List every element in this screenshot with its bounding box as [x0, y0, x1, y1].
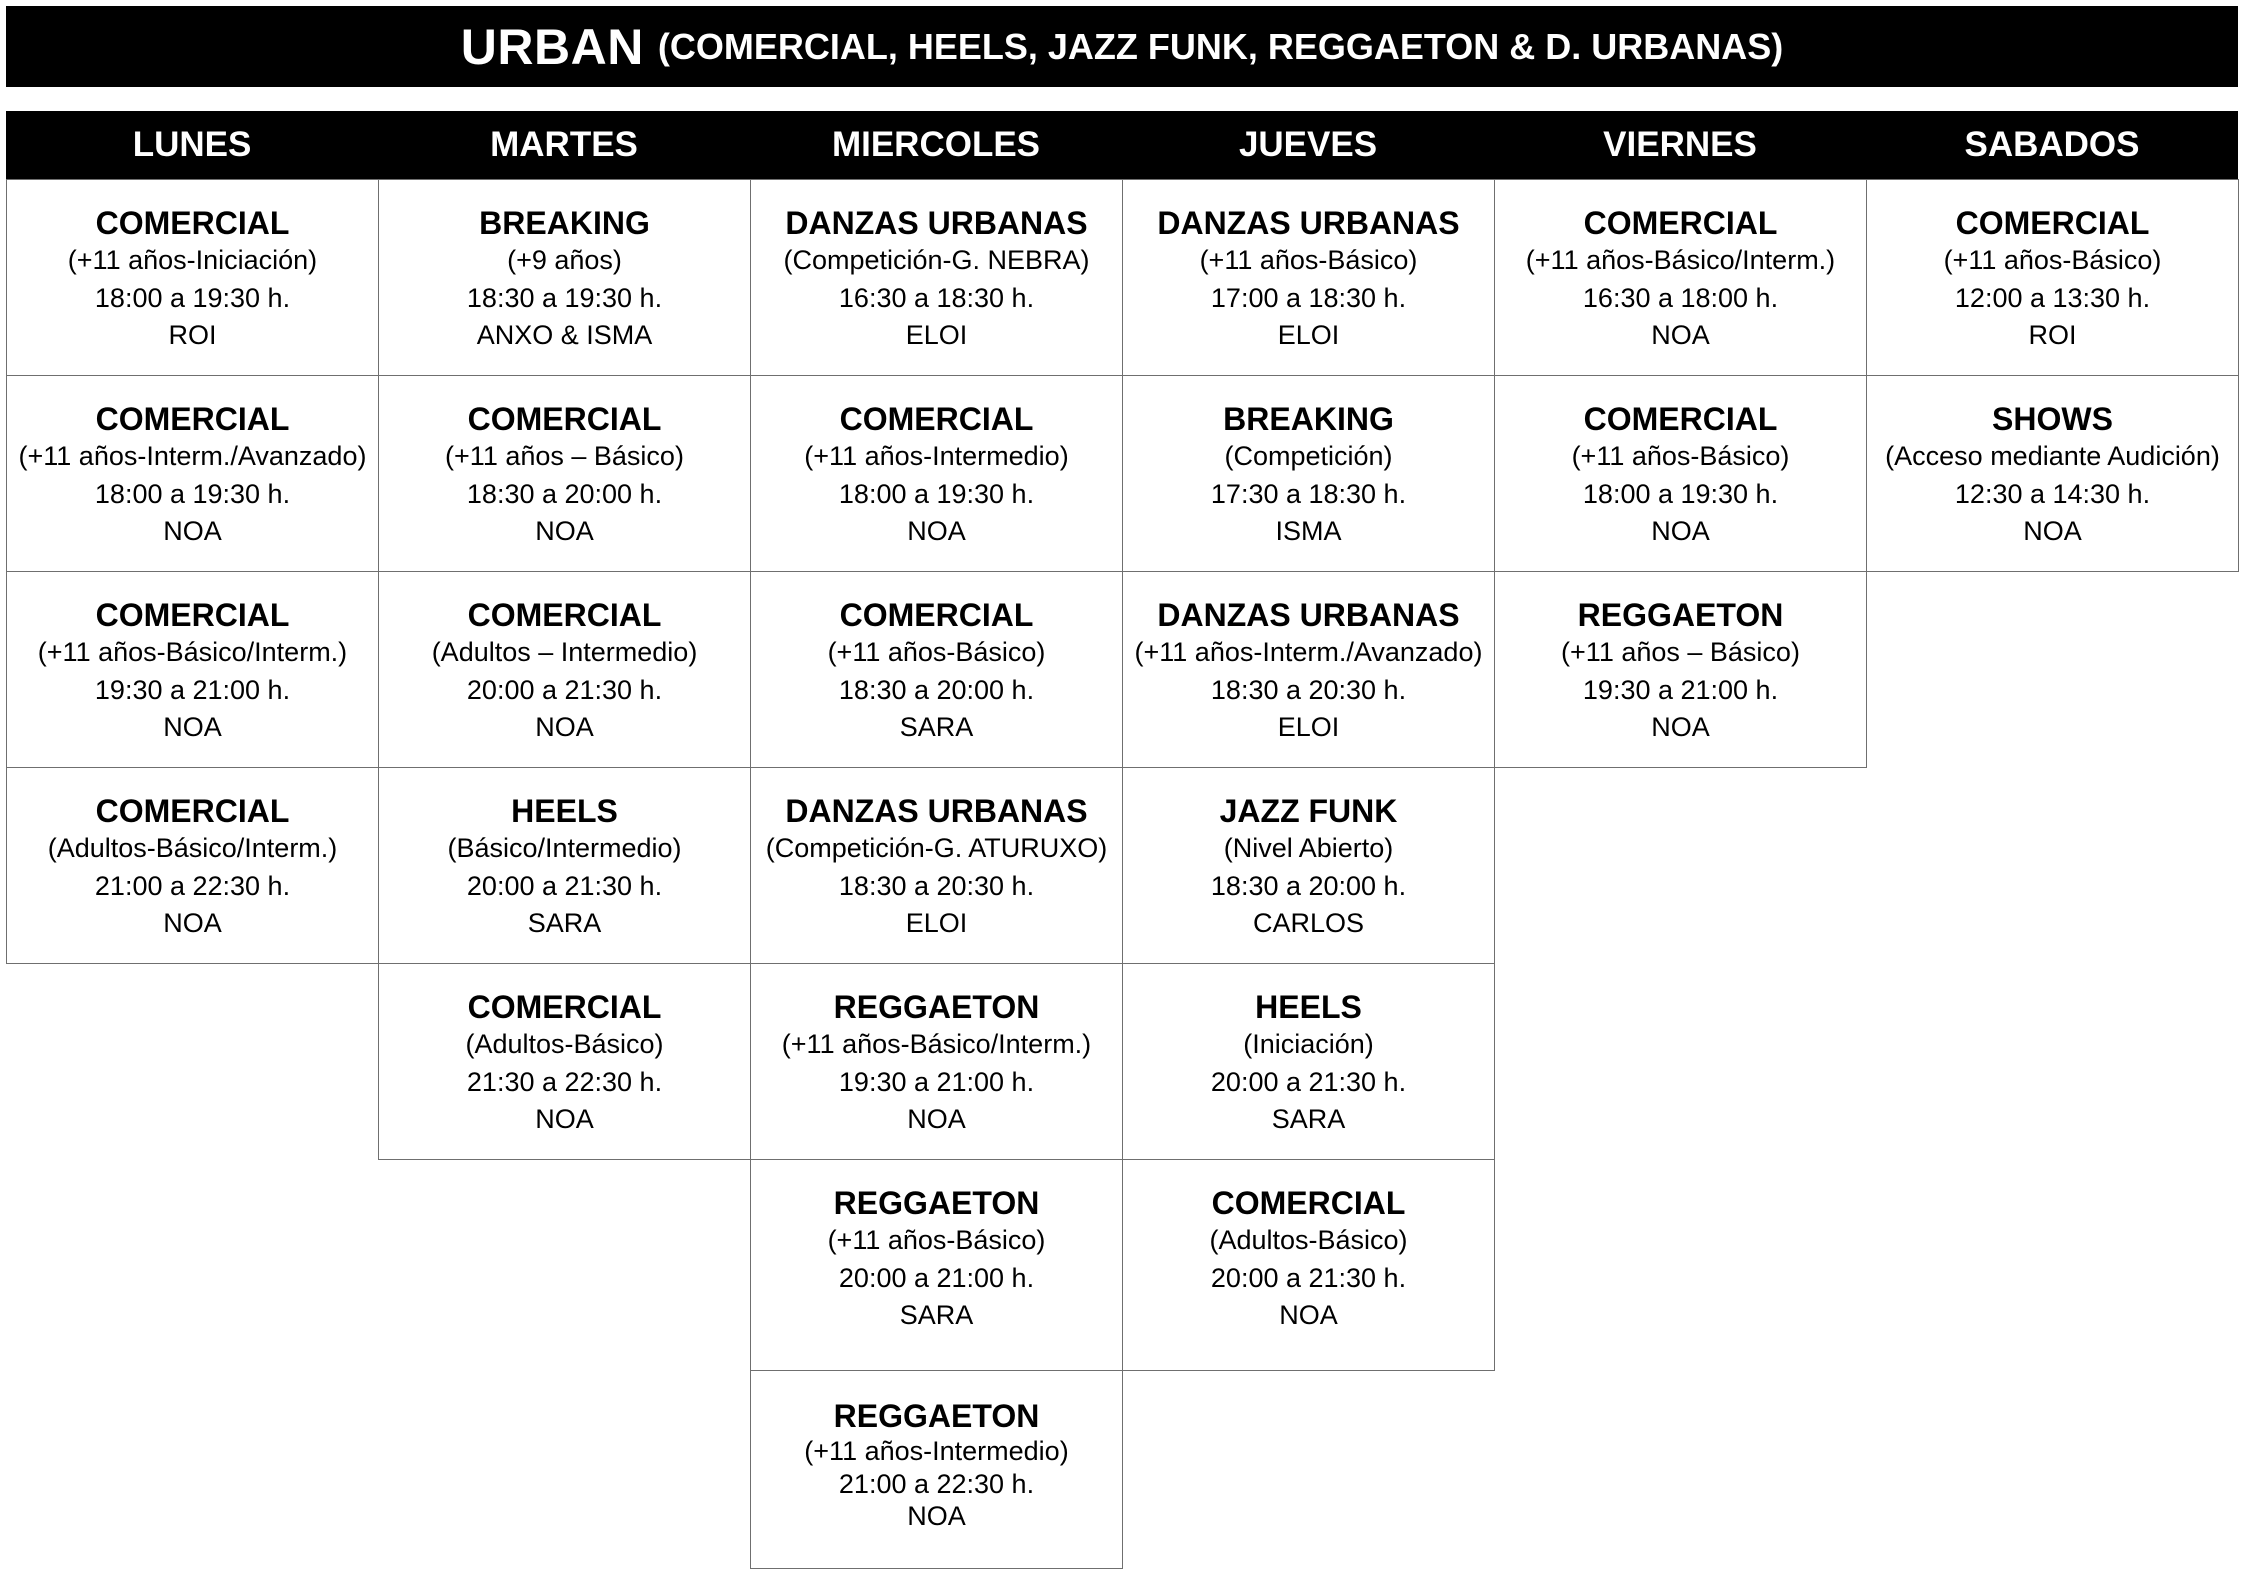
class-level: (+11 años-Intermedio)	[804, 1436, 1069, 1466]
class-level: (Nivel Abierto)	[1223, 833, 1394, 863]
class-time: 19:30 a 21:00 h.	[1582, 674, 1779, 705]
day-header-martes: MARTES	[490, 125, 638, 164]
class-cell	[1494, 179, 1867, 376]
class-level: (+11 años-Básico)	[1199, 245, 1418, 275]
class-cell	[6, 179, 379, 376]
class-time: 19:30 a 21:00 h.	[94, 674, 291, 705]
class-time: 21:30 a 22:30 h.	[466, 1066, 663, 1097]
class-level: (+11 años-Básico/Interm.)	[781, 1029, 1092, 1059]
class-level: (Adultos-Básico/Interm.)	[47, 833, 338, 863]
class-name: COMERCIAL	[839, 401, 1034, 437]
class-name: BREAKING	[479, 205, 650, 241]
class-teacher: NOA	[535, 712, 594, 742]
class-teacher: SARA	[899, 712, 974, 742]
day-header-sabados: SABADOS	[1964, 125, 2140, 164]
class-teacher: NOA	[163, 516, 222, 546]
class-level: (+11 años-Básico)	[1943, 245, 2162, 275]
class-cell	[378, 767, 751, 964]
class-time: 18:30 a 20:00 h.	[838, 674, 1035, 705]
class-time: 17:00 a 18:30 h.	[1210, 282, 1407, 313]
class-name: COMERCIAL	[95, 205, 290, 241]
day-header-lunes: LUNES	[132, 125, 252, 164]
class-time: 18:00 a 19:30 h.	[838, 478, 1035, 509]
class-level: (+11 años-Básico/Interm.)	[37, 637, 348, 667]
class-name: COMERCIAL	[95, 597, 290, 633]
class-teacher: ELOI	[905, 320, 968, 350]
class-time: 18:00 a 19:30 h.	[1582, 478, 1779, 509]
class-teacher: ROI	[2028, 320, 2077, 350]
class-name: JAZZ FUNK	[1219, 793, 1398, 829]
class-level: (Adultos-Básico)	[465, 1029, 664, 1059]
class-teacher: NOA	[1651, 320, 1710, 350]
class-name: BREAKING	[1223, 401, 1394, 437]
class-time: 20:00 a 21:30 h.	[1210, 1262, 1407, 1293]
class-teacher: NOA	[1651, 516, 1710, 546]
class-teacher: NOA	[907, 1501, 966, 1531]
class-cell	[1122, 571, 1495, 768]
class-cell	[6, 571, 379, 768]
class-cell	[750, 767, 1123, 964]
class-name: REGGAETON	[833, 1185, 1040, 1221]
schedule-title	[6, 6, 2238, 87]
class-level: (+11 años – Básico)	[445, 441, 684, 471]
class-level: (Acceso mediante Audición)	[1885, 441, 2220, 471]
class-level: (Competición-G. NEBRA)	[783, 245, 1090, 275]
class-time: 18:30 a 20:00 h.	[1210, 870, 1407, 901]
class-time: 18:00 a 19:30 h.	[94, 478, 291, 509]
day-header-viernes: VIERNES	[1603, 125, 1757, 164]
class-level: (+11 años-Básico/Interm.)	[1525, 245, 1836, 275]
class-cell	[6, 767, 379, 964]
class-name: COMERCIAL	[1211, 1185, 1406, 1221]
class-name: COMERCIAL	[95, 793, 290, 829]
class-name: COMERCIAL	[839, 597, 1034, 633]
class-level: (Competición)	[1224, 441, 1393, 471]
class-time: 18:00 a 19:30 h.	[94, 282, 291, 313]
class-name: REGGAETON	[1577, 597, 1784, 633]
class-level: (+11 años-Básico)	[1571, 441, 1790, 471]
class-cell	[6, 375, 379, 572]
class-time: 21:00 a 22:30 h.	[94, 870, 291, 901]
class-cell	[1122, 963, 1495, 1160]
class-time: 20:00 a 21:30 h.	[1210, 1066, 1407, 1097]
class-name: DANZAS URBANAS	[785, 793, 1088, 829]
class-time: 20:00 a 21:30 h.	[466, 870, 663, 901]
class-cell	[378, 375, 751, 572]
class-cell	[1866, 179, 2239, 376]
class-cell	[750, 1370, 1123, 1569]
class-level: (Competición-G. ATURUXO)	[765, 833, 1108, 863]
class-teacher: ELOI	[1277, 320, 1340, 350]
class-teacher: ELOI	[905, 908, 968, 938]
class-name: HEELS	[1255, 989, 1362, 1025]
class-teacher: SARA	[899, 1300, 974, 1330]
class-level: (+11 años-Básico)	[827, 637, 1046, 667]
class-name: HEELS	[511, 793, 618, 829]
class-teacher: NOA	[1651, 712, 1710, 742]
class-cell	[750, 1159, 1123, 1371]
class-name: SHOWS	[1992, 401, 2113, 437]
class-level: (Básico/Intermedio)	[447, 833, 682, 863]
class-teacher: NOA	[535, 1104, 594, 1134]
class-name: COMERCIAL	[467, 989, 662, 1025]
class-time: 18:30 a 20:00 h.	[466, 478, 663, 509]
class-time: 16:30 a 18:00 h.	[1582, 282, 1779, 313]
class-name: DANZAS URBANAS	[785, 205, 1088, 241]
class-teacher: NOA	[1279, 1300, 1338, 1330]
class-cell	[750, 571, 1123, 768]
day-header-miercoles: MIERCOLES	[831, 125, 1041, 164]
class-time: 21:00 a 22:30 h.	[838, 1468, 1035, 1499]
class-teacher: NOA	[535, 516, 594, 546]
class-time: 18:30 a 19:30 h.	[466, 282, 663, 313]
class-teacher: NOA	[163, 712, 222, 742]
class-cell	[1866, 375, 2239, 572]
class-time: 20:00 a 21:30 h.	[466, 674, 663, 705]
class-cell	[750, 375, 1123, 572]
class-teacher: NOA	[907, 516, 966, 546]
class-name: COMERCIAL	[1583, 205, 1778, 241]
class-time: 12:30 a 14:30 h.	[1954, 478, 2151, 509]
class-teacher: ELOI	[1277, 712, 1340, 742]
class-name: COMERCIAL	[467, 401, 662, 437]
class-teacher: NOA	[2023, 516, 2082, 546]
class-teacher: CARLOS	[1252, 908, 1365, 938]
class-level: (+11 años-Interm./Avanzado)	[1134, 637, 1483, 667]
class-teacher: SARA	[527, 908, 602, 938]
class-level: (Adultos – Intermedio)	[431, 637, 698, 667]
class-name: REGGAETON	[833, 1398, 1040, 1434]
class-name: DANZAS URBANAS	[1157, 205, 1460, 241]
class-time: 19:30 a 21:00 h.	[838, 1066, 1035, 1097]
class-level: (+11 años-Básico)	[827, 1225, 1046, 1255]
class-time: 16:30 a 18:30 h.	[838, 282, 1035, 313]
class-cell	[1122, 767, 1495, 964]
class-teacher: ROI	[168, 320, 217, 350]
class-teacher: ISMA	[1275, 516, 1342, 546]
class-time: 18:30 a 20:30 h.	[1210, 674, 1407, 705]
title-main: URBAN	[460, 18, 644, 75]
class-name: COMERCIAL	[1583, 401, 1778, 437]
class-time: 18:30 a 20:30 h.	[838, 870, 1035, 901]
class-level: (+9 años)	[507, 245, 622, 275]
class-teacher: NOA	[163, 908, 222, 938]
class-cell	[1122, 375, 1495, 572]
title-subtitle: (COMERCIAL, HEELS, JAZZ FUNK, REGGAETON & D. URBANAS)	[657, 25, 1784, 67]
class-cell	[378, 179, 751, 376]
class-cell	[378, 963, 751, 1160]
class-name: COMERCIAL	[1955, 205, 2150, 241]
class-level: (Adultos-Básico)	[1209, 1225, 1408, 1255]
class-level: (+11 años – Básico)	[1561, 637, 1800, 667]
class-level: (+11 años-Intermedio)	[804, 441, 1069, 471]
class-cell	[750, 963, 1123, 1160]
class-cell	[750, 179, 1123, 376]
class-cell	[1122, 1159, 1495, 1371]
day-header-jueves: JUEVES	[1238, 125, 1378, 164]
class-name: COMERCIAL	[467, 597, 662, 633]
class-name: DANZAS URBANAS	[1157, 597, 1460, 633]
class-time: 17:30 a 18:30 h.	[1210, 478, 1407, 509]
class-cell	[1494, 571, 1867, 768]
class-teacher: ANXO & ISMA	[476, 320, 653, 350]
class-cell	[378, 571, 751, 768]
day-header-row	[6, 111, 2238, 179]
class-teacher: NOA	[907, 1104, 966, 1134]
class-name: COMERCIAL	[95, 401, 290, 437]
class-level: (+11 años-Iniciación)	[67, 245, 318, 275]
class-cell	[1122, 179, 1495, 376]
class-time: 20:00 a 21:00 h.	[838, 1262, 1035, 1293]
class-level: (Iniciación)	[1243, 1029, 1374, 1059]
class-teacher: SARA	[1271, 1104, 1346, 1134]
class-time: 12:00 a 13:30 h.	[1954, 282, 2151, 313]
class-level: (+11 años-Interm./Avanzado)	[18, 441, 367, 471]
class-name: REGGAETON	[833, 989, 1040, 1025]
class-cell	[1494, 375, 1867, 572]
